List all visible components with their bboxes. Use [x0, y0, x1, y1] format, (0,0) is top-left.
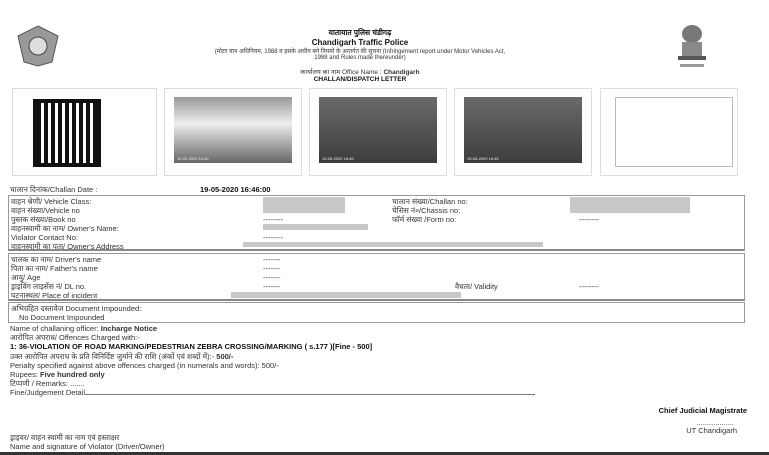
redacted — [263, 197, 345, 213]
redacted — [243, 242, 543, 247]
penalty-text: Penalty specified against above offences charged (in numerals and words): 500/- — [10, 360, 279, 370]
vehicle-photo-3: 19-05-2020 16:46 — [454, 88, 592, 176]
officer-name: Incharge Notice — [100, 324, 158, 333]
title-english: Chandigarh Traffic Police — [311, 38, 409, 47]
driver-section: चालक का नाम/ Driver's name ------- पिता का नाम/ Father's name ------- आयु/ Age ------- ड्राइविंग लाइसेंस नं/ DL no. ------- वैधता/ Validity -------- घटनास्थल/ Place of incident — [8, 253, 745, 301]
vehicle-photo-2: 19-05-2020 16:46 — [309, 88, 447, 176]
challan-date-value: 19-05-2020 16:46:00 — [200, 185, 271, 194]
qr-code — [37, 103, 97, 163]
magistrate-title: Chief Judicial Magistrate — [658, 406, 747, 415]
vehicle-section: वाहन श्रेणी/ Vehicle Class: वाहन संख्या/Vehicle no पुस्तक संख्या/Book no -------- वाहनस्वामी का नाम/ Owner's Name: Violator Contact No: -------- वाहनस्वामी का पता/ Owner's Address चालान संख्या/Challan no: चेसिस नं०/Chassis no: फॉर्म संख्या /Form no: -------- — [8, 195, 745, 251]
office-label: कार्यालय का नाम Office Name : — [300, 69, 382, 76]
subtitle-line2: 1988 and Rules made thereunder) — [314, 55, 406, 61]
subtitle-line1: (मोटर यान अधिनियम, 1988 व इसके अधीन बने नियमों के अन्तर्गत की सूचना (Infringement report under Motor Vehicles Act, — [214, 49, 506, 55]
office-value: Chandigarh — [383, 69, 420, 76]
violator-signature-label: Name and signature of Violator (Driver/Owner) — [10, 442, 165, 451]
letter-title: CHALLAN/DISPATCH LETTER — [313, 76, 407, 83]
police-logo — [12, 24, 64, 68]
emblem-logo — [672, 22, 712, 72]
redacted — [231, 292, 461, 298]
broken-image — [600, 88, 738, 176]
redacted — [263, 224, 368, 230]
redacted — [570, 197, 690, 213]
magistrate-place: UT Chandigarh — [686, 426, 737, 435]
challan-date-label: चालान दिनांक/Challan Date : — [10, 185, 98, 194]
vehicle-photo-1: 19-05-2020 16:46 — [164, 88, 302, 176]
offence-item: 1: 36-VIOLATION OF ROAD MARKING/PEDESTRIAN ZEBRA CROSSING/MARKING ( s.177 )[Fine - 500] — [10, 342, 373, 352]
impound-section: अभिग्रहित दस्तावेज Document Impounded: No Document Impounded — [8, 302, 745, 323]
title-hindi: यातायात पुलिस चंडीगढ़ — [328, 28, 392, 37]
qr-code-box — [12, 88, 157, 176]
